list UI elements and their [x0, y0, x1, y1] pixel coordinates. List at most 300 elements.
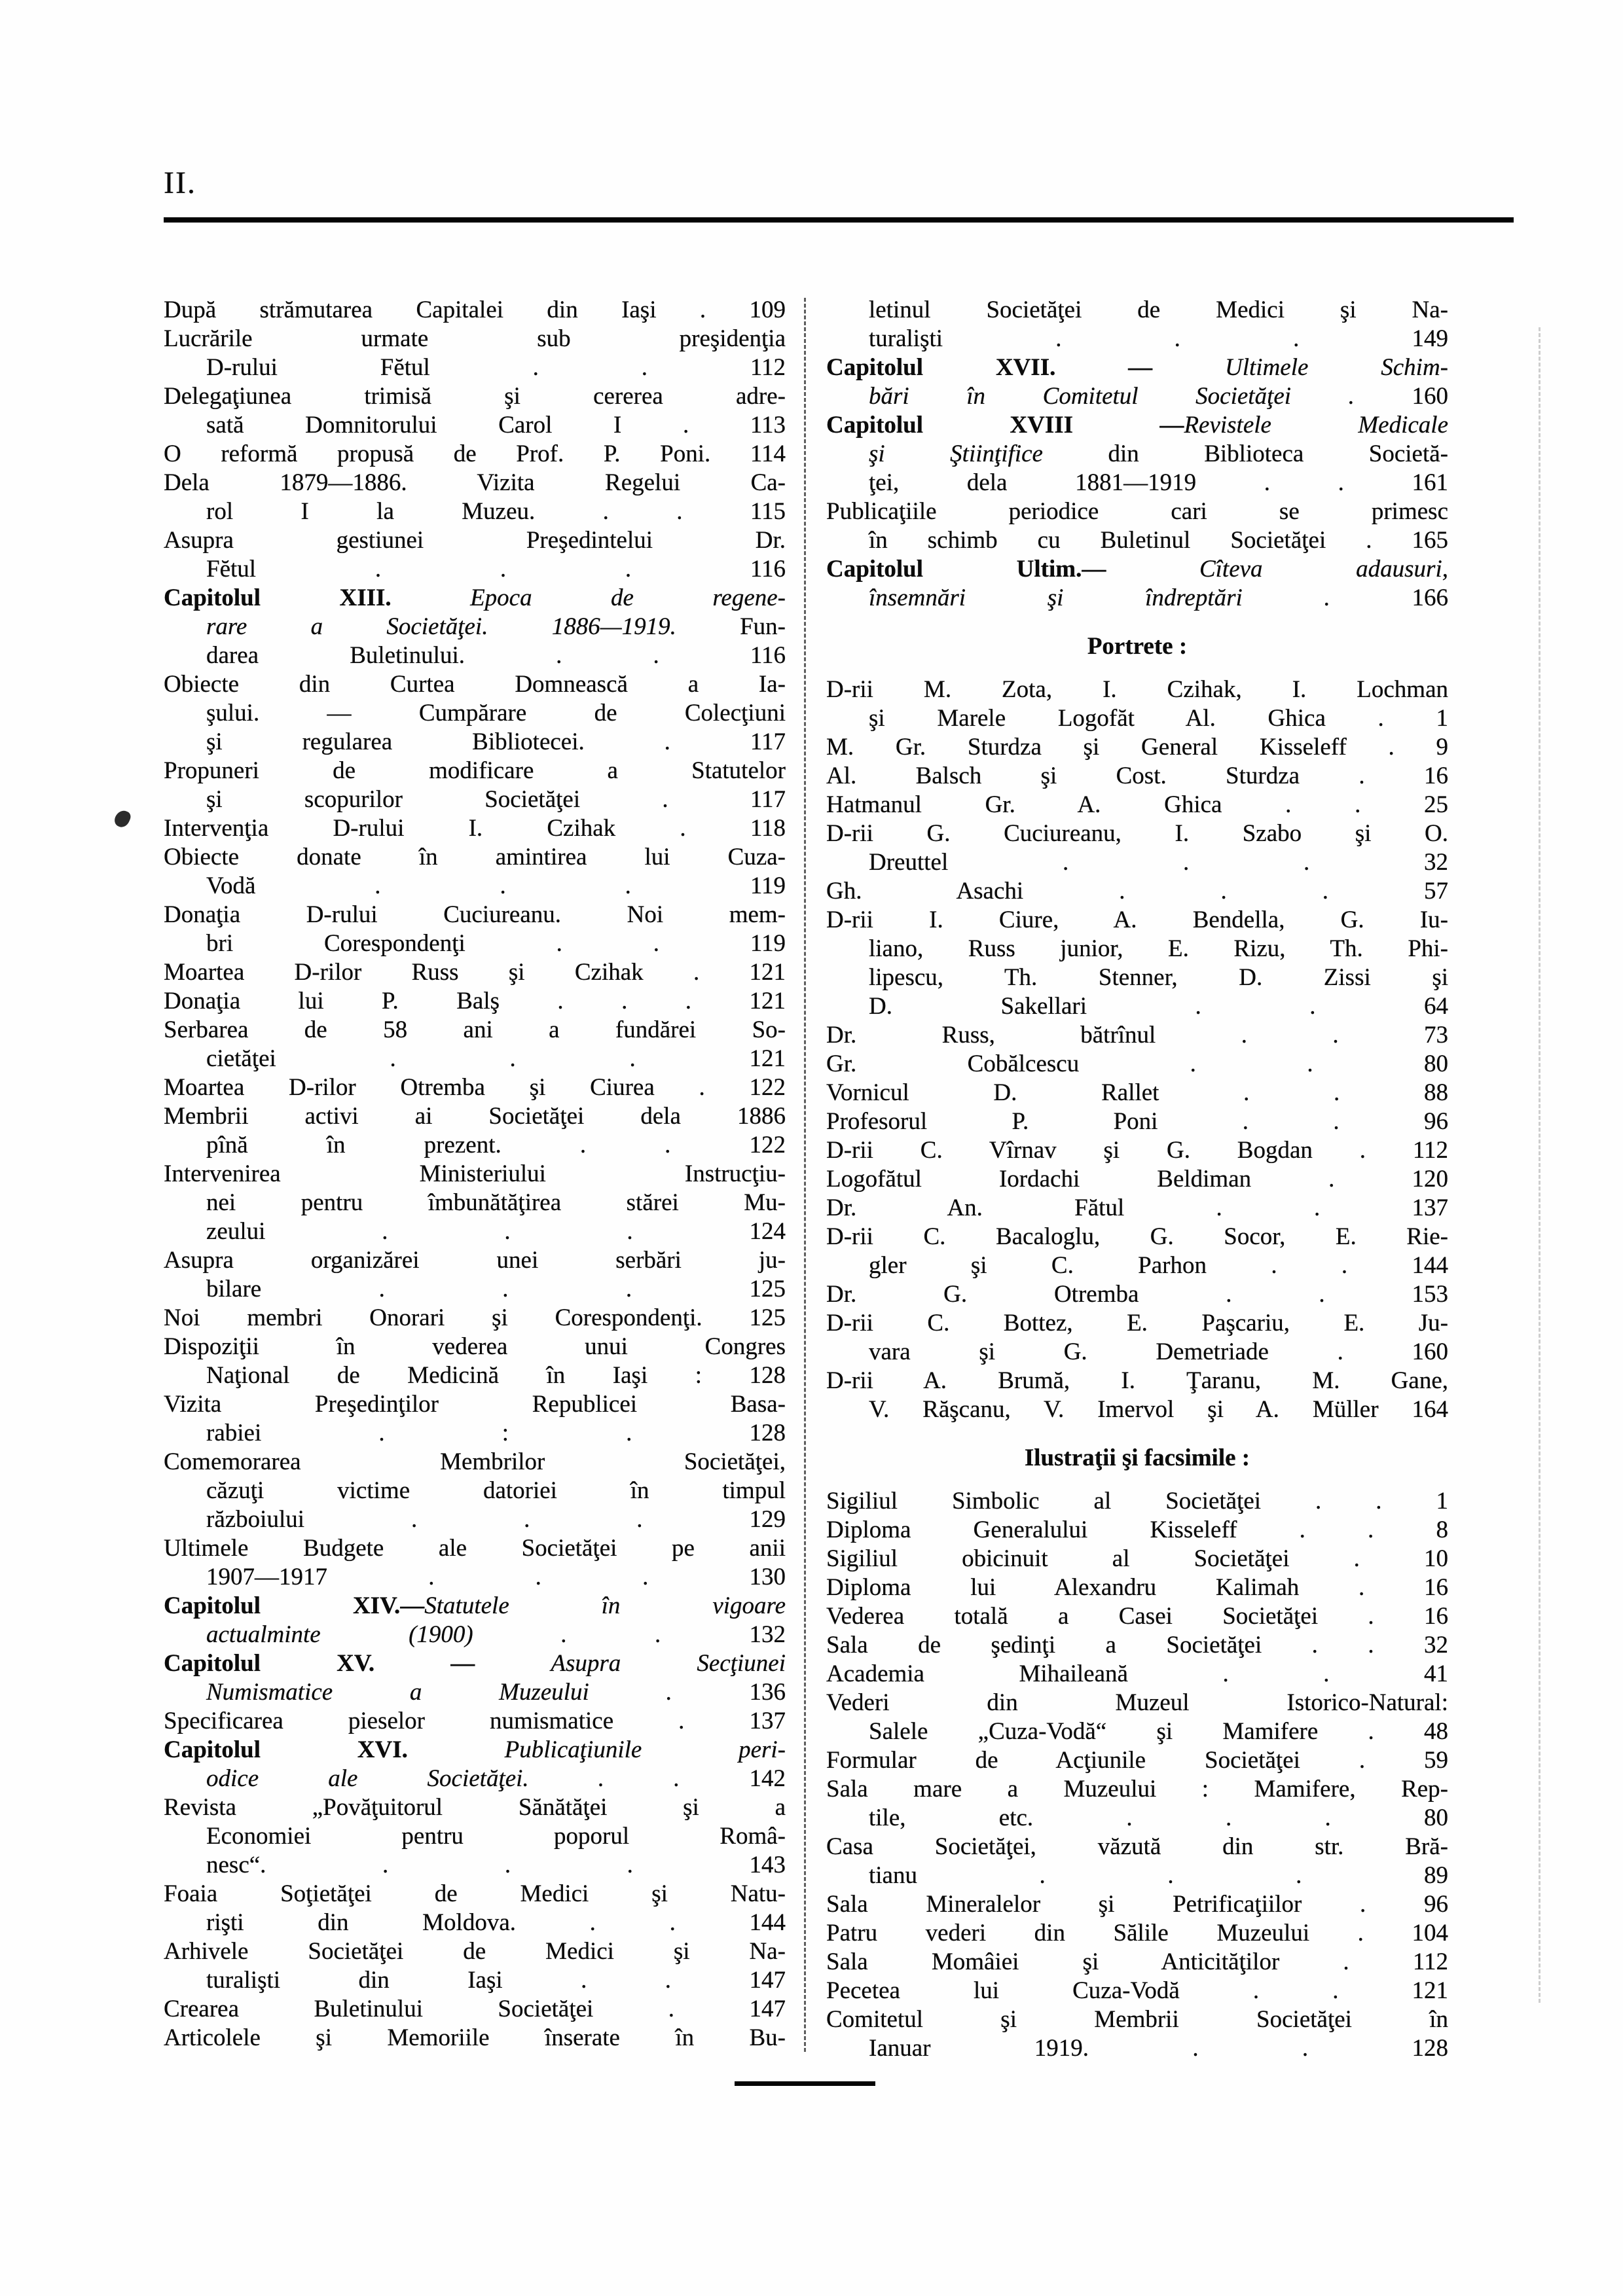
- toc-line: [164, 1678, 786, 1707]
- toc-line: [164, 814, 786, 843]
- toc-line: [826, 935, 1448, 963]
- toc-line: [826, 1919, 1448, 1948]
- page-number: 115: [750, 498, 786, 525]
- toc-line: [164, 526, 786, 555]
- page-number: 153: [1412, 1281, 1449, 1308]
- entry-text: Diploma lui Alexandru Kalimah .: [826, 1574, 1365, 1601]
- right-column-top-entries: [826, 296, 1448, 613]
- toc-line: [826, 584, 1448, 613]
- page-number: 143: [749, 1852, 786, 1878]
- toc-line: [164, 641, 786, 670]
- toc-line: [826, 791, 1448, 819]
- toc-line: [826, 1833, 1448, 1861]
- entry-text: Dr. Russ, bătrînul . .: [826, 1022, 1339, 1049]
- toc-line: [164, 1073, 786, 1102]
- page-number: 132: [749, 1621, 786, 1648]
- toc-line: [164, 555, 786, 584]
- toc-line: [164, 584, 786, 613]
- toc-line: [826, 526, 1448, 555]
- toc-entry: [164, 1390, 786, 1448]
- toc-line: [164, 1390, 786, 1419]
- toc-entry: [164, 325, 786, 382]
- entry-text: Patru vederi din Sălile Muzeului .: [826, 1920, 1364, 1946]
- page-number: 113: [750, 412, 786, 439]
- toc-line: [164, 1765, 786, 1793]
- entry-text: ţei, dela 1881—1919 . .: [869, 469, 1344, 496]
- entry-text: din Biblioteca Societă-: [1108, 440, 1448, 467]
- toc-entry: [826, 791, 1448, 819]
- toc-entry: [826, 1516, 1448, 1545]
- toc-line: [164, 1649, 786, 1678]
- toc-entry: [826, 296, 1448, 353]
- toc-entry: [826, 497, 1448, 555]
- toc-entry: [826, 1660, 1448, 1689]
- entry-text: Fĕtul . . .: [206, 556, 632, 583]
- toc-entry: [164, 1592, 786, 1649]
- page-number: 121: [749, 988, 786, 1014]
- toc-entry: [164, 1707, 786, 1736]
- toc-line: [164, 785, 786, 814]
- chapter-label: Capitolul XIII.: [164, 584, 471, 611]
- toc-line: [164, 872, 786, 901]
- page-number: 48: [1424, 1718, 1449, 1745]
- entry-text: Intervenirea Ministeriului Instrucţiu-: [164, 1160, 786, 1187]
- column-divider: [804, 298, 806, 2052]
- page-number: 117: [750, 786, 786, 813]
- toc-line: [164, 1621, 786, 1649]
- toc-line: [826, 1890, 1448, 1919]
- toc-line: [164, 1131, 786, 1160]
- toc-entry: [164, 1073, 786, 1102]
- toc-entry: [164, 1880, 786, 1937]
- entry-text: în schimb cu Buletinul Societăţei .: [869, 527, 1372, 554]
- toc-line: [164, 497, 786, 526]
- entry-text: Dreuttel . . .: [869, 849, 1310, 876]
- entry-text: bări în Comitetul Societăţei .: [869, 383, 1355, 410]
- entry-text: D-rii G. Cuciureanu, I. Szabo şi O.: [826, 820, 1448, 847]
- toc-entry: [164, 1304, 786, 1333]
- page-number: 9: [1436, 734, 1449, 761]
- entry-text: Statutele în vigoare: [424, 1592, 786, 1619]
- toc-entry: [164, 814, 786, 843]
- entry-text: Asupra organizărei unei serbări ju-: [164, 1247, 786, 1274]
- entry-text: bri Corespondenţi . .: [206, 930, 659, 957]
- entry-text: lipescu, Th. Stenner, D. Zissi şi: [869, 964, 1448, 991]
- chapter-label: Capitolul XVIII —: [826, 412, 1184, 439]
- page-number: 160: [1412, 383, 1448, 410]
- page-number: 142: [749, 1765, 786, 1792]
- page-number: 88: [1424, 1079, 1448, 1106]
- toc-line: [164, 1419, 786, 1448]
- entry-text: Foaia Soţietăţei de Medici şi Natu-: [164, 1880, 786, 1907]
- toc-line: [164, 1534, 786, 1563]
- entry-text: pînă în prezent. . .: [206, 1132, 671, 1158]
- toc-line: [164, 901, 786, 929]
- toc-line: [826, 1631, 1448, 1660]
- entry-text: Logofătul Iordachi Beldiman .: [826, 1166, 1335, 1193]
- entry-text: Sala de şedinţi a Societăţei . .: [826, 1632, 1374, 1659]
- entry-text: Membrii activi ai Societăţei dela 1886: [164, 1103, 786, 1130]
- page-number: 59: [1424, 1747, 1449, 1774]
- entry-text: Propuneri de modificare a Statutelor: [164, 757, 786, 784]
- entry-text: tile, etc. . . .: [869, 1804, 1331, 1831]
- toc-line: [164, 1102, 786, 1131]
- toc-line: [164, 1333, 786, 1361]
- toc-line: [826, 440, 1448, 469]
- toc-line: [826, 1573, 1448, 1602]
- entry-text: Dispoziţii în vederea unui Congres: [164, 1333, 786, 1360]
- page-number: 166: [1412, 584, 1448, 611]
- entry-text: Intervenţia D-rului I. Czihak .: [164, 815, 686, 842]
- page-number: 164: [1412, 1396, 1449, 1423]
- toc-line: [826, 1165, 1448, 1194]
- toc-entry: [826, 1631, 1448, 1660]
- entry-text: Cîteva adausuri,: [1199, 556, 1448, 583]
- toc-entry: [826, 1775, 1448, 1833]
- entry-text: Casa Societăţei, văzută din str. Bră-: [826, 1833, 1448, 1860]
- toc-entry: [826, 906, 1448, 1021]
- toc-line: [164, 929, 786, 958]
- entry-text: Ultimele Budgete ale Societăţei pe anii: [164, 1535, 786, 1562]
- toc-entry: [826, 1136, 1448, 1165]
- page-number: 119: [750, 872, 786, 899]
- entry-text: O reformă propusă de Prof. P. Poni.: [164, 440, 711, 467]
- toc-line: [826, 1516, 1448, 1545]
- toc-entry: [826, 1573, 1448, 1602]
- page-number: 16: [1424, 762, 1449, 789]
- entry-text: Asupra gestiunei Preşedintelui Dr.: [164, 527, 786, 554]
- toc-line: [826, 325, 1448, 353]
- toc-line: [826, 2034, 1448, 2063]
- toc-line: [826, 1977, 1448, 2005]
- page-number: 73: [1424, 1022, 1449, 1049]
- toc-line: [164, 1736, 786, 1765]
- page-number: 121: [749, 959, 786, 986]
- toc-line: [164, 1304, 786, 1333]
- chapter-label: Capitolul Ultim.—: [826, 556, 1199, 583]
- entry-text: Dela 1879—1886. Vizita Regelui Ca-: [164, 469, 786, 496]
- page-number: 96: [1424, 1108, 1448, 1135]
- toc-line: [164, 1822, 786, 1851]
- toc-entry: [164, 526, 786, 584]
- toc-entry: [826, 1079, 1448, 1107]
- toc-entry: [826, 555, 1448, 613]
- entry-text: căzuţi victime datoriei în timpul: [206, 1477, 786, 1504]
- toc-line: [826, 1602, 1448, 1631]
- portraits-list: [826, 675, 1448, 1424]
- entry-text: bilare . . .: [206, 1276, 632, 1302]
- entry-text: liano, Russ junior, E. Rizu, Th. Phi-: [869, 935, 1448, 962]
- toc-line: [164, 353, 786, 382]
- toc-line: [826, 1079, 1448, 1107]
- toc-entry: [164, 1649, 786, 1707]
- page-edge-line: [1539, 327, 1541, 2003]
- toc-entry: [826, 411, 1448, 497]
- right-column: [826, 296, 1448, 2063]
- entry-text: rişti din Moldova. . .: [206, 1909, 676, 1936]
- toc-line: [164, 1189, 786, 1217]
- entry-text: zeului . . .: [206, 1218, 633, 1245]
- toc-line: [826, 1948, 1448, 1977]
- toc-entry: [826, 675, 1448, 733]
- entry-text: Vederi din Muzeul Istorico-Natural:: [826, 1689, 1448, 1716]
- page-number: 89: [1424, 1862, 1449, 1889]
- toc-line: [164, 1707, 786, 1736]
- entry-text: Fun-: [740, 613, 786, 640]
- entry-text: Serbarea de 58 ani a fundărei So-: [164, 1016, 786, 1043]
- toc-line: [826, 1107, 1448, 1136]
- toc-line: [826, 1021, 1448, 1050]
- entry-text: Numismatice a Muzeului .: [206, 1679, 672, 1706]
- entry-text: Gr. Cobălcescu . .: [826, 1050, 1313, 1077]
- toc-line: [826, 963, 1448, 992]
- toc-entry: [164, 757, 786, 814]
- illustrations-heading: Ilustraţii şi facsimile :: [1024, 1444, 1250, 1471]
- toc-line: [826, 2005, 1448, 2034]
- entry-text: cietăţei . . .: [206, 1045, 636, 1072]
- toc-line: [826, 1689, 1448, 1717]
- toc-entry: [164, 1937, 786, 1995]
- toc-line: [826, 1309, 1448, 1338]
- toc-entry: [164, 2024, 786, 2053]
- page-number: 1: [1436, 1488, 1448, 1515]
- entry-text: războiului . . .: [206, 1506, 643, 1533]
- toc-entry: [826, 1948, 1448, 1977]
- toc-line: [164, 1793, 786, 1822]
- toc-entry: [164, 1736, 786, 1793]
- page-number: 124: [749, 1218, 786, 1245]
- page-number: 119: [750, 930, 786, 957]
- left-column: [164, 296, 786, 2053]
- page-number: 121: [749, 1045, 786, 1072]
- entry-text: rare a Societăţei. 1886—1919.: [206, 613, 740, 640]
- toc-entry: [164, 1102, 786, 1160]
- entry-text: Revista „Povăţuitorul Sănătăţei şi a: [164, 1794, 786, 1821]
- entry-text: Gh. Asachi . . .: [826, 878, 1328, 905]
- toc-line: [164, 1966, 786, 1995]
- page-number: 121: [1412, 1977, 1449, 2004]
- toc-entry: [826, 1223, 1448, 1280]
- entry-text: Pecetea lui Cuza-Vodă . .: [826, 1977, 1339, 2004]
- header-rule: [164, 217, 1514, 223]
- toc-line: [826, 382, 1448, 411]
- page-number: 1: [1436, 705, 1448, 732]
- toc-line: [826, 906, 1448, 935]
- toc-line: [826, 1050, 1448, 1079]
- entry-text: Al. Balsch şi Cost. Sturdza .: [826, 762, 1365, 789]
- chapter-label: Capitolul XVII. —: [826, 354, 1226, 381]
- toc-entry: [164, 382, 786, 440]
- toc-entry: [826, 762, 1448, 791]
- page-number: 129: [749, 1506, 786, 1533]
- entry-text: Publicaţiile periodice cari se primesc: [826, 498, 1448, 525]
- toc-line: [826, 675, 1448, 704]
- entry-text: Formular de Acţiunile Societăţei .: [826, 1747, 1366, 1774]
- page-number: 137: [1412, 1194, 1448, 1221]
- toc-line: [164, 1275, 786, 1304]
- entry-text: Donaţia lui P. Balş . . .: [164, 988, 692, 1014]
- entry-text: Publicaţiunile peri-: [504, 1736, 786, 1763]
- toc-entry: [164, 1793, 786, 1880]
- page-number: 16: [1424, 1574, 1448, 1601]
- page-number: 116: [750, 556, 786, 583]
- page-number: 10: [1424, 1545, 1449, 1572]
- page-number: 161: [1412, 469, 1449, 496]
- toc-entry: [826, 1280, 1448, 1309]
- toc-line: [826, 1251, 1448, 1280]
- toc-entry: [826, 877, 1448, 906]
- page-number: 128: [749, 1362, 786, 1389]
- toc-line: [826, 497, 1448, 526]
- entry-text: D-rii I. Ciure, A. Bendella, G. Iu-: [826, 906, 1448, 933]
- toc-line: [826, 469, 1448, 497]
- toc-line: [164, 1505, 786, 1534]
- page-number: 144: [749, 1909, 786, 1936]
- toc-line: [826, 296, 1448, 325]
- entry-text: sată Domnitorului Carol I .: [206, 412, 689, 439]
- entry-text: Comitetul şi Membrii Societăţei în: [826, 2006, 1448, 2033]
- entry-text: Dr. G. Otremba . .: [826, 1281, 1325, 1308]
- toc-line: [164, 1937, 786, 1966]
- illustrations-list: [826, 1487, 1448, 2063]
- entry-text: Donaţia D-rului Cuciureanu. Noi mem-: [164, 901, 786, 928]
- toc-line: [164, 1909, 786, 1937]
- entry-text: gler şi C. Parhon . .: [869, 1252, 1348, 1279]
- toc-line: [826, 704, 1448, 733]
- entry-text: turalişti . . .: [869, 325, 1300, 352]
- toc-entry: [164, 670, 786, 757]
- chapter-label: Capitolul XIV.—: [164, 1592, 425, 1619]
- entry-text: Obiecte donate în amintirea lui Cuza-: [164, 844, 786, 870]
- page-number: 80: [1424, 1050, 1449, 1077]
- toc-line: [826, 1395, 1448, 1424]
- page-number: 57: [1424, 878, 1448, 905]
- entry-text: darea Buletinului. . .: [206, 642, 659, 669]
- page-number: 147: [749, 1967, 786, 1994]
- toc-line: [164, 1016, 786, 1045]
- page-number: 136: [749, 1679, 786, 1706]
- entry-text: actualminte (1900) . .: [206, 1621, 662, 1648]
- toc-entry: [826, 1194, 1448, 1223]
- toc-entry: [826, 1833, 1448, 1890]
- entry-text: Sigiliul obicinuit al Societăţei .: [826, 1545, 1360, 1572]
- page-number: 165: [1412, 527, 1448, 554]
- toc-line: [826, 762, 1448, 791]
- page-number: 25: [1424, 791, 1449, 818]
- page-number: 122: [749, 1132, 786, 1158]
- toc-line: [164, 1448, 786, 1477]
- page-number: 64: [1424, 993, 1449, 1020]
- toc-line: [164, 757, 786, 785]
- entry-text: Noi membri Onorari şi Corespondenţi.: [164, 1304, 702, 1331]
- entry-text: Academia Mihaileană . .: [826, 1660, 1330, 1687]
- toc-line: [164, 1246, 786, 1275]
- entry-text: Comemorarea Membrilor Societăţei,: [164, 1448, 786, 1475]
- entry-text: Sala mare a Muzeului : Mamifere, Rep-: [826, 1776, 1448, 1803]
- toc-entry: [826, 1367, 1448, 1424]
- entry-text: Arhivele Societăţei de Medici şi Na-: [164, 1938, 786, 1965]
- entry-text: Revistele Medicale: [1184, 412, 1448, 439]
- entry-text: şi Marele Logofăt Al. Ghica .: [869, 705, 1384, 732]
- toc-line: [826, 1136, 1448, 1165]
- toc-line: [164, 1563, 786, 1592]
- toc-line: [826, 1775, 1448, 1804]
- toc-entry: [826, 1890, 1448, 1919]
- toc-line: [164, 670, 786, 699]
- entry-text: D. Sakellari . .: [869, 993, 1316, 1020]
- entry-text: şului. — Cumpărare de Colecţiuni: [206, 700, 786, 726]
- page-number: 16: [1424, 1603, 1449, 1630]
- page-number: 147: [749, 1996, 786, 2022]
- toc-entry: [164, 1016, 786, 1073]
- portraits-heading: Portrete :: [1087, 633, 1188, 660]
- page-number: 112: [1412, 1948, 1448, 1975]
- toc-line: [826, 1367, 1448, 1395]
- entry-text: D-rii C. Bottez, E. Paşcariu, E. Ju-: [826, 1310, 1448, 1336]
- entry-text: tianu . . .: [869, 1862, 1302, 1889]
- entry-text: Epoca de regene-: [470, 584, 786, 611]
- page-number: 8: [1436, 1516, 1449, 1543]
- toc-line: [164, 469, 786, 497]
- toc-entry: [826, 1107, 1448, 1136]
- toc-entry: [826, 1919, 1448, 1948]
- entry-text: Asupra Secţiunei: [551, 1650, 786, 1677]
- page-number: 112: [750, 354, 786, 381]
- toc-line: [826, 1223, 1448, 1251]
- page-number: 125: [749, 1304, 786, 1331]
- entry-text: Profesorul P. Poni . .: [826, 1108, 1340, 1135]
- page-number: 96: [1424, 1891, 1449, 1918]
- page-number: 128: [1412, 2035, 1448, 2062]
- chapter-label: Capitolul XVI.: [164, 1736, 505, 1763]
- page-number: 120: [1412, 1166, 1448, 1193]
- entry-text: Delegaţiunea trimisă şi cererea adre-: [164, 383, 786, 410]
- toc-entry: [826, 1021, 1448, 1050]
- toc-line: [164, 1217, 786, 1246]
- toc-line: [826, 1487, 1448, 1516]
- entry-text: Specificarea pieselor numismatice .: [164, 1708, 685, 1734]
- toc-entry: [826, 1487, 1448, 1516]
- toc-entry: [826, 1602, 1448, 1631]
- toc-entry: [826, 1746, 1448, 1775]
- entry-text: Salele „Cuza-Vodă“ şi Mamifere .: [869, 1718, 1374, 1745]
- entry-text: D-rii M. Zota, I. Czihak, I. Lochman: [826, 676, 1448, 703]
- toc-line: [164, 987, 786, 1016]
- toc-line: [826, 1280, 1448, 1309]
- toc-line: [826, 1746, 1448, 1775]
- entry-text: şi Ştiinţifice: [869, 440, 1108, 467]
- toc-line: [164, 843, 786, 872]
- footer-rule: [735, 2081, 875, 2086]
- entry-text: Ultimele Schim-: [1225, 354, 1448, 381]
- toc-line: [164, 1160, 786, 1189]
- toc-entry: [164, 1448, 786, 1534]
- chapter-label: Capitolul XV. —: [164, 1650, 551, 1677]
- entry-text: însemnări şi îndreptări .: [869, 584, 1330, 611]
- page-number: 109: [749, 296, 786, 323]
- toc-entry: [826, 1050, 1448, 1079]
- toc-line: [164, 613, 786, 641]
- page-number: 149: [1412, 325, 1449, 352]
- entry-text: Hatmanul Gr. A. Ghica . .: [826, 791, 1361, 818]
- entry-text: Naţional de Medicină în Iaşi :: [206, 1362, 702, 1389]
- page-number: 116: [750, 642, 786, 669]
- entry-text: D-rului Fĕtul . .: [206, 354, 648, 381]
- toc-line: [826, 1861, 1448, 1890]
- toc-entry: [826, 1165, 1448, 1194]
- page-number: 137: [749, 1708, 786, 1734]
- toc-line: [826, 1338, 1448, 1367]
